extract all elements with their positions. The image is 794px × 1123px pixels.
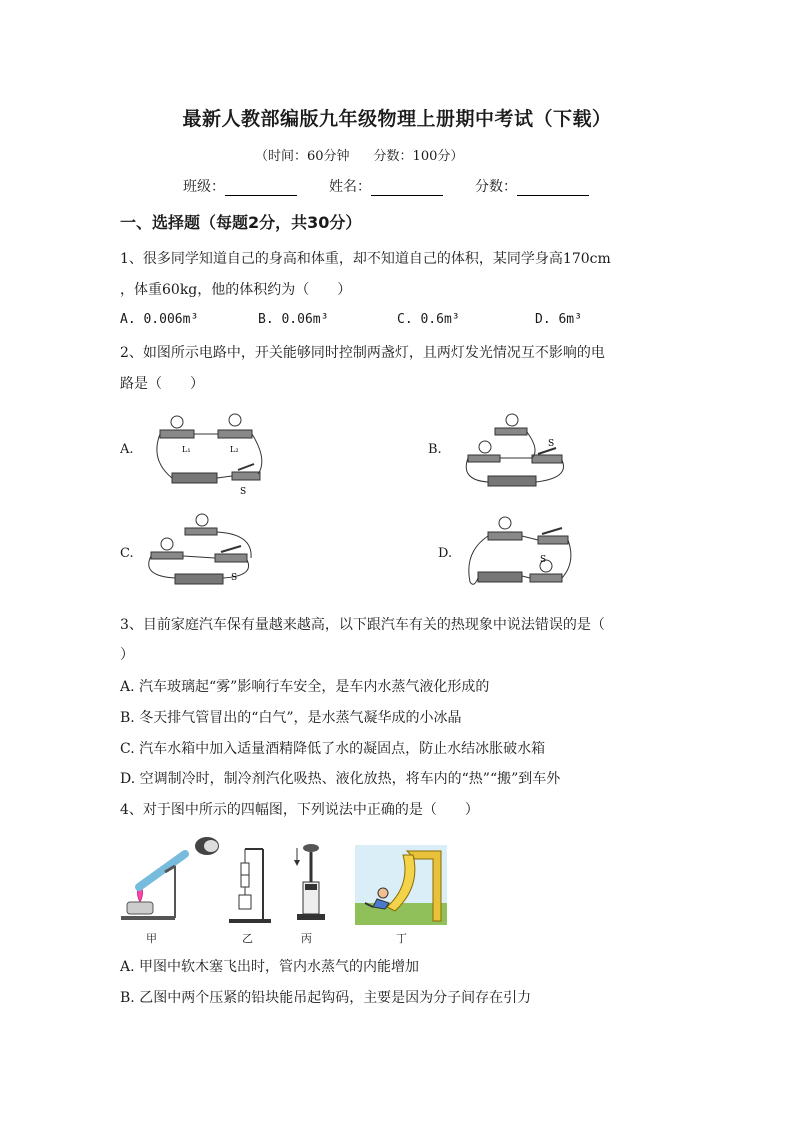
class-label: 班级： [183, 179, 225, 195]
name-label: 姓名： [329, 179, 371, 195]
switch-label: S [240, 487, 247, 497]
class-blank [225, 180, 297, 196]
q1-line1: 1、很多同学知道自己的身高和体重，却不知道自己的体积，某同学身高170cm [120, 251, 611, 267]
figure-caption-bing: 丙 [301, 932, 312, 945]
svg-text:S: S [548, 439, 555, 449]
figure-jia-test-tube [115, 832, 225, 927]
figure-caption-ding: 丁 [396, 932, 407, 945]
figure-caption-jia: 甲 [146, 932, 157, 945]
q3-option-a: A. 汽车玻璃起“雾”影响行车安全，是车内水蒸气液化形成的 [120, 679, 490, 695]
circuit-diagram-c [145, 512, 265, 592]
figure-bing-cylinder [285, 840, 330, 925]
q2-line1: 2、如图所示电路中，开关能够同时控制两盏灯，且两灯发光情况互不影响的电 [120, 345, 605, 361]
score-blank [517, 180, 589, 196]
circuit-diagram-b [460, 410, 580, 500]
section-heading: 一、选择题（每题2分，共30分） [120, 213, 362, 232]
figure-ding-slide [355, 845, 447, 925]
figure-yi-lead-blocks [225, 843, 275, 925]
q1-option-b: B. 0.06m³ [258, 312, 329, 327]
q4-line1: 4、对于图中所示的四幅图，下列说法中正确的是（ ） [120, 802, 479, 818]
lamp-label-l1: L₁ [182, 445, 191, 454]
q3-line1: 3、目前家庭汽车保有量越来越高，以下跟汽车有关的热现象中说法错误的是（ [120, 617, 605, 633]
q1-option-c: C. 0.6m³ [397, 312, 460, 327]
q1-line2: ，体重60kg，他的体积约为（ ） [120, 282, 352, 298]
student-info [183, 176, 589, 196]
time-limit: （时间：60分钟 [255, 149, 350, 164]
svg-text:S: S [231, 573, 238, 583]
q1-option-d: D. 6m³ [535, 312, 582, 327]
q2-fig-a-label: A. [120, 442, 134, 457]
q4-option-b: B. 乙图中两个压紧的铅块能吊起钩码，主要是因为分子间存在引力 [120, 990, 532, 1006]
name-blank [371, 180, 443, 196]
q4-option-a: A. 甲图中软木塞飞出时，管内水蒸气的内能增加 [120, 959, 420, 975]
q2-fig-d-label: D. [438, 546, 453, 561]
q3-option-b: B. 冬天排气管冒出的“白气”，是水蒸气凝华成的小冰晶 [120, 710, 462, 726]
q3-option-d: D. 空调制冷时，制冷剂汽化吸热、液化放热，将车内的“热”“搬”到车外 [120, 771, 561, 787]
q2-fig-c-label: C. [120, 546, 134, 561]
q3-option-c: C. 汽车水箱中加入适量酒精降低了水的凝固点，防止水结冰胀破水箱 [120, 741, 546, 757]
svg-text:S: S [540, 555, 547, 565]
circuit-diagram-a [150, 410, 270, 500]
q2-line2: 路是（ ） [120, 376, 204, 392]
q1-option-a: A. 0.006m³ [120, 312, 199, 327]
circuit-diagram-d [460, 512, 580, 602]
total-score: 分数：100分） [373, 149, 464, 164]
q2-fig-b-label: B. [428, 442, 442, 457]
exam-title: 最新人教部编版九年级物理上册期中考试（下载） [182, 108, 612, 130]
figure-caption-yi: 乙 [242, 932, 253, 945]
score-label: 分数： [475, 179, 517, 195]
q3-line2: ） [120, 647, 134, 663]
exam-meta [255, 145, 463, 164]
lamp-label-l2: L₂ [230, 445, 239, 454]
